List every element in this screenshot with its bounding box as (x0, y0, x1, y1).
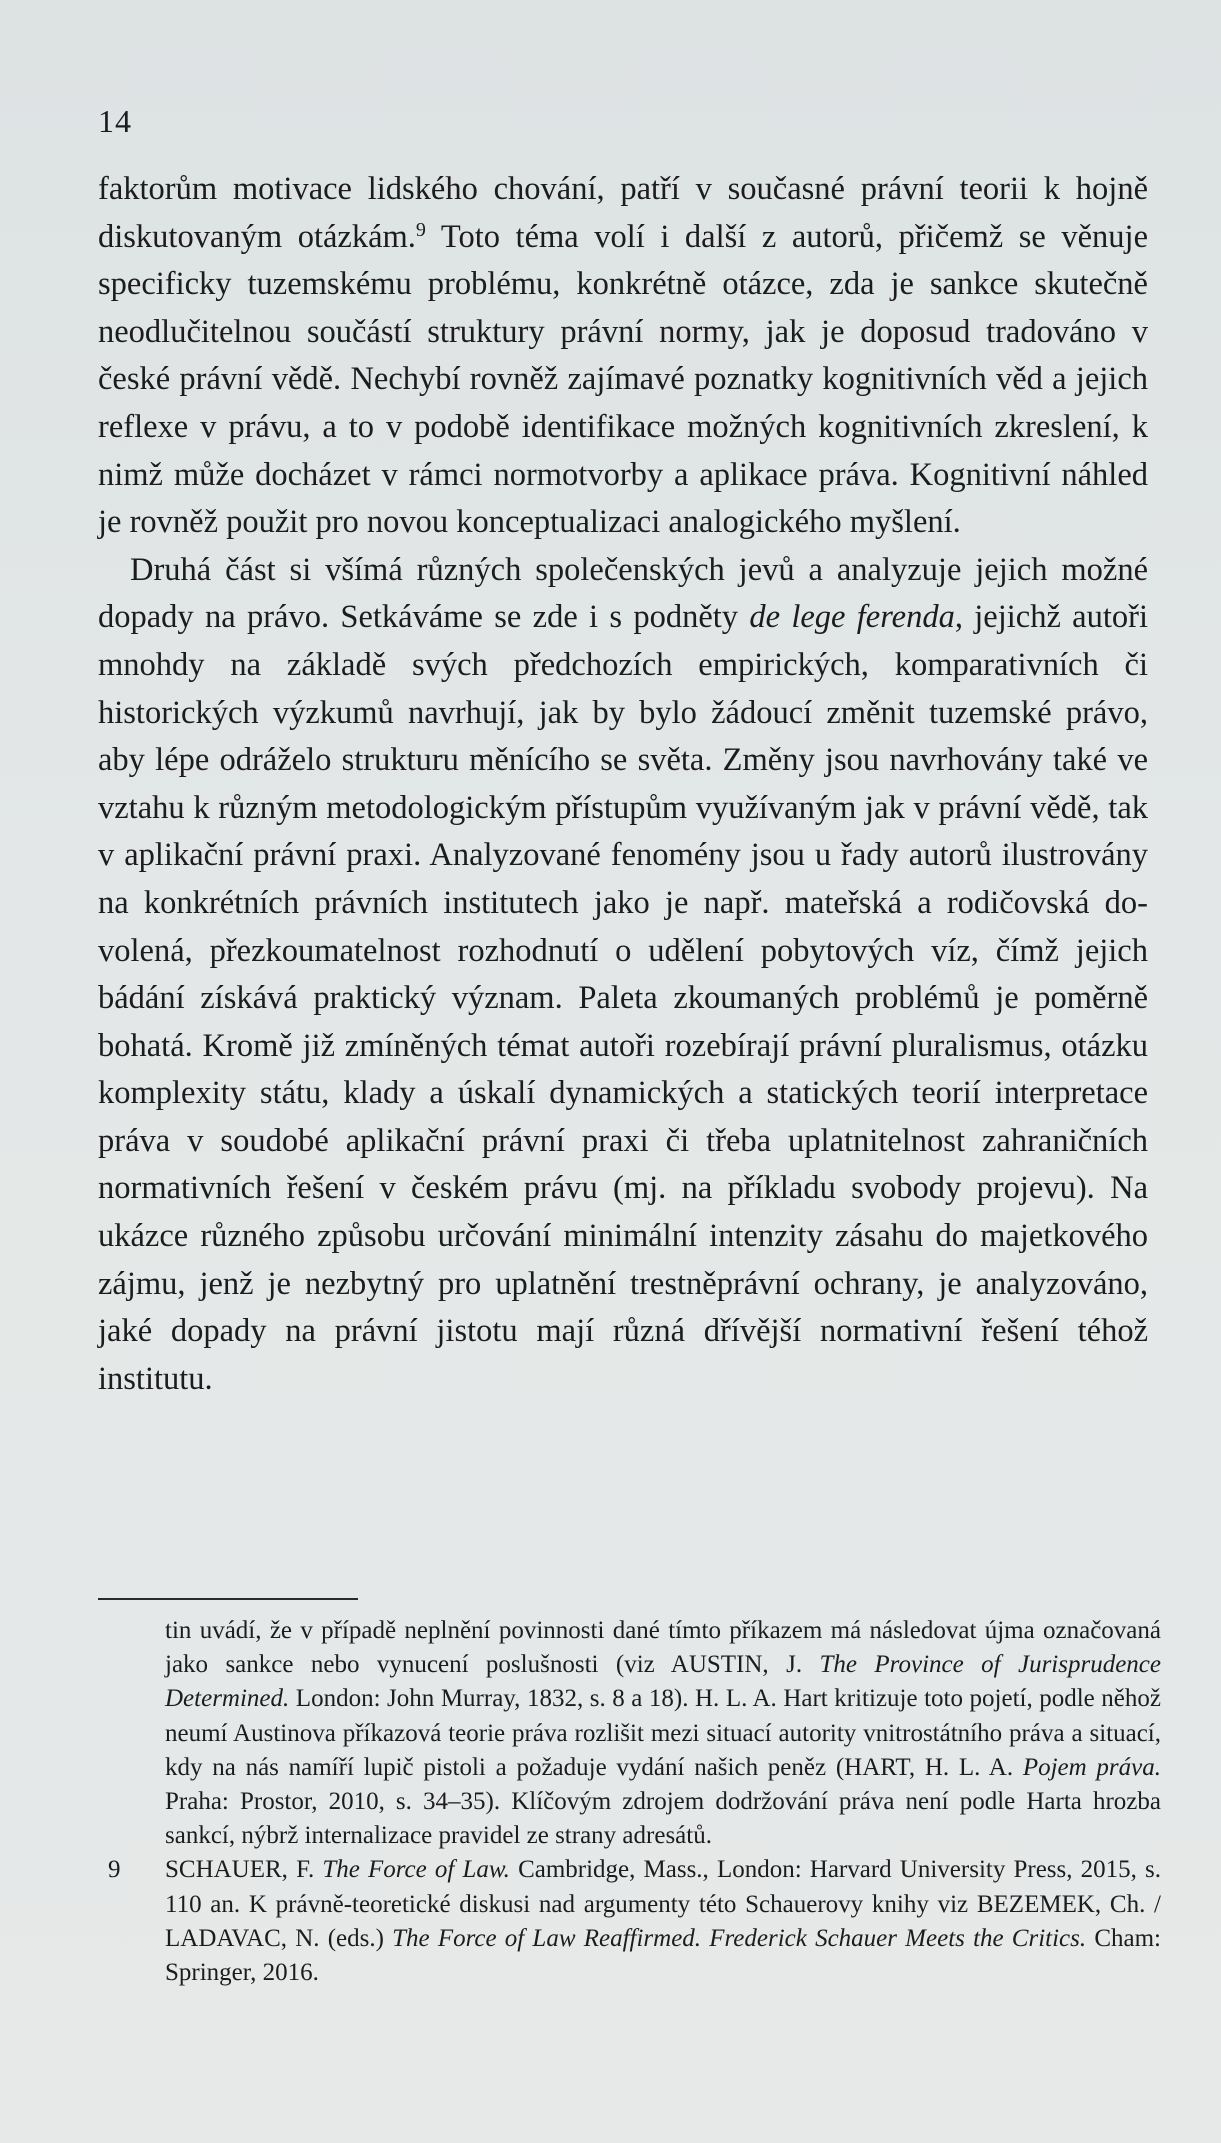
footnote-9-title-1: The Force of Law. (322, 1856, 510, 1884)
paragraph-2-text-a: Druhá část si všímá různých společenských jevů a analyzuje jejich možné dopady na právo. Setkáváme se zde i s podněty (98, 551, 1148, 636)
paragraph-1-text-a: faktorům motivace lidského chování, patří v současné právní teorii k hojně diskutovaným otázkám. (98, 171, 1148, 255)
footnote-8-title-2: Pojem práva. (1022, 1753, 1161, 1781)
footnote-9-title-2: The Force of Law Reaffirmed. Frederick Schauer Meets the Critics. (392, 1924, 1087, 1952)
paragraph-1-text-b: Toto téma volí i další z autorů, přičemž se věnuje specificky tuzemskému problému, konkrétně otázce, zda je sankce skutečně neodlučitelnou součástí struktury právní normy, jak je doposud tradováno v české právní vědě. Nechybí rovněž zajímavé poznatky kognitivních věd a jejich reflexe v právu, a to v podobě identifikace možných kognitivních zkreslení, k nimž může docházet v rámci normotvorby a aplikace práva. Kognitivní náhled je rovněž použit pro novou konceptualizaci analogického myšlení. (98, 218, 1148, 541)
footnote-9-text-c: Cham: Springer, 2016. (165, 1924, 1161, 1987)
footnote-9-text-a: SCHAUER, F. (165, 1856, 323, 1884)
footnote-8-continued (98, 1614, 1161, 1853)
footnote-8-text (165, 1614, 1161, 1853)
footnote-separator (98, 1598, 358, 1600)
footnote-8-text-a: tin uvádí, že v případě neplnění povinnosti dané tímto příkazem má následovat újma označovaná jako sankce nebo vynucení poslušnosti (viz AUSTIN, J. (165, 1617, 1161, 1679)
main-text (98, 166, 1148, 1403)
paragraph-1 (98, 166, 1148, 547)
footnote-8-text-c: Praha: Prostor, 2010, s. 34–35). Klíčovým zdrojem dodržování práva není podle Harta hrozba sankcí, nýbrž internalizace pravidel ze strany adresátů. (165, 1788, 1161, 1850)
footnotes (98, 1614, 1161, 1990)
footnote-9 (98, 1853, 1161, 1990)
paragraph-2-text-b: , jejichž autoři mnohdy na základě svých předchozích empirických, komparativních či historických výzkumů navrhují, jak by bylo žádoucí změnit tuzemské právo, aby lépe odráželo strukturu měnícího se světa. Změny jsou navrhovány také ve vztahu k různým metodologickým přístupům využívaným jak v právní vědě, tak v aplikační právní praxi. Analyzované fenomény jsou u řady autorů ilustrovány na konkrétních právních institutech jako je např. mateřská a rodičovská dovolená, přezkoumatelnost rozhodnutí o udělení pobytových víz, čímž jejich bádání získává praktický význam. Paleta zkoumaných problémů je poměrně bohatá. Kromě již zmíněných témat autoři rozebírají právní pluralismus, otázku komplexity státu, klady a úskalí dynamických a statických teorií interpretace práva v soudobé aplikační právní praxi či třeba uplatnitelnost zahraničních normativních řešení v českém právu (mj. na příkladu svobody projevu). Na ukázce různého způsobu určování minimální intenzity zásahu do majetkového zájmu, jenž je nezbytný pro uplatnění trestněprávní ochrany, je analyzováno, jaké dopady na právní jistotu mají různá dřívější normativní řešení téhož institutu. (98, 599, 1148, 1397)
footnote-ref-9: 9 (415, 218, 426, 241)
page-number: 14 (98, 103, 132, 139)
footnote-8-text-b: London: John Murray, 1832, s. 8 a 18). H. L. A. Hart kritizuje toto pojetí, podle něhož neumí Austinova příkazová teorie práva rozlišit mezi situací autority vnitrostátního práva a situací, kdy na nás namíří lupič pistoli a požaduje vydání našich peněz (HART, H. L. A. (165, 1685, 1161, 1781)
footnote-8-title-1: The Province of Jurisprudence Determined. (165, 1651, 1161, 1713)
footnote-9-text-b: Cambridge, Mass., London: Harvard University Press, 2015, s. 110 an. K právně-teoretické diskusi nad argumenty této Schauerovy knihy viz BEZEMEK, Ch. / LADAVAC, N. (eds.) (165, 1856, 1162, 1952)
footnote-9-number: 9 (108, 1856, 121, 1884)
footnote-9-text (165, 1853, 1161, 1990)
latin-phrase: de lege ferenda (749, 599, 955, 636)
paragraph-2 (98, 547, 1148, 1404)
